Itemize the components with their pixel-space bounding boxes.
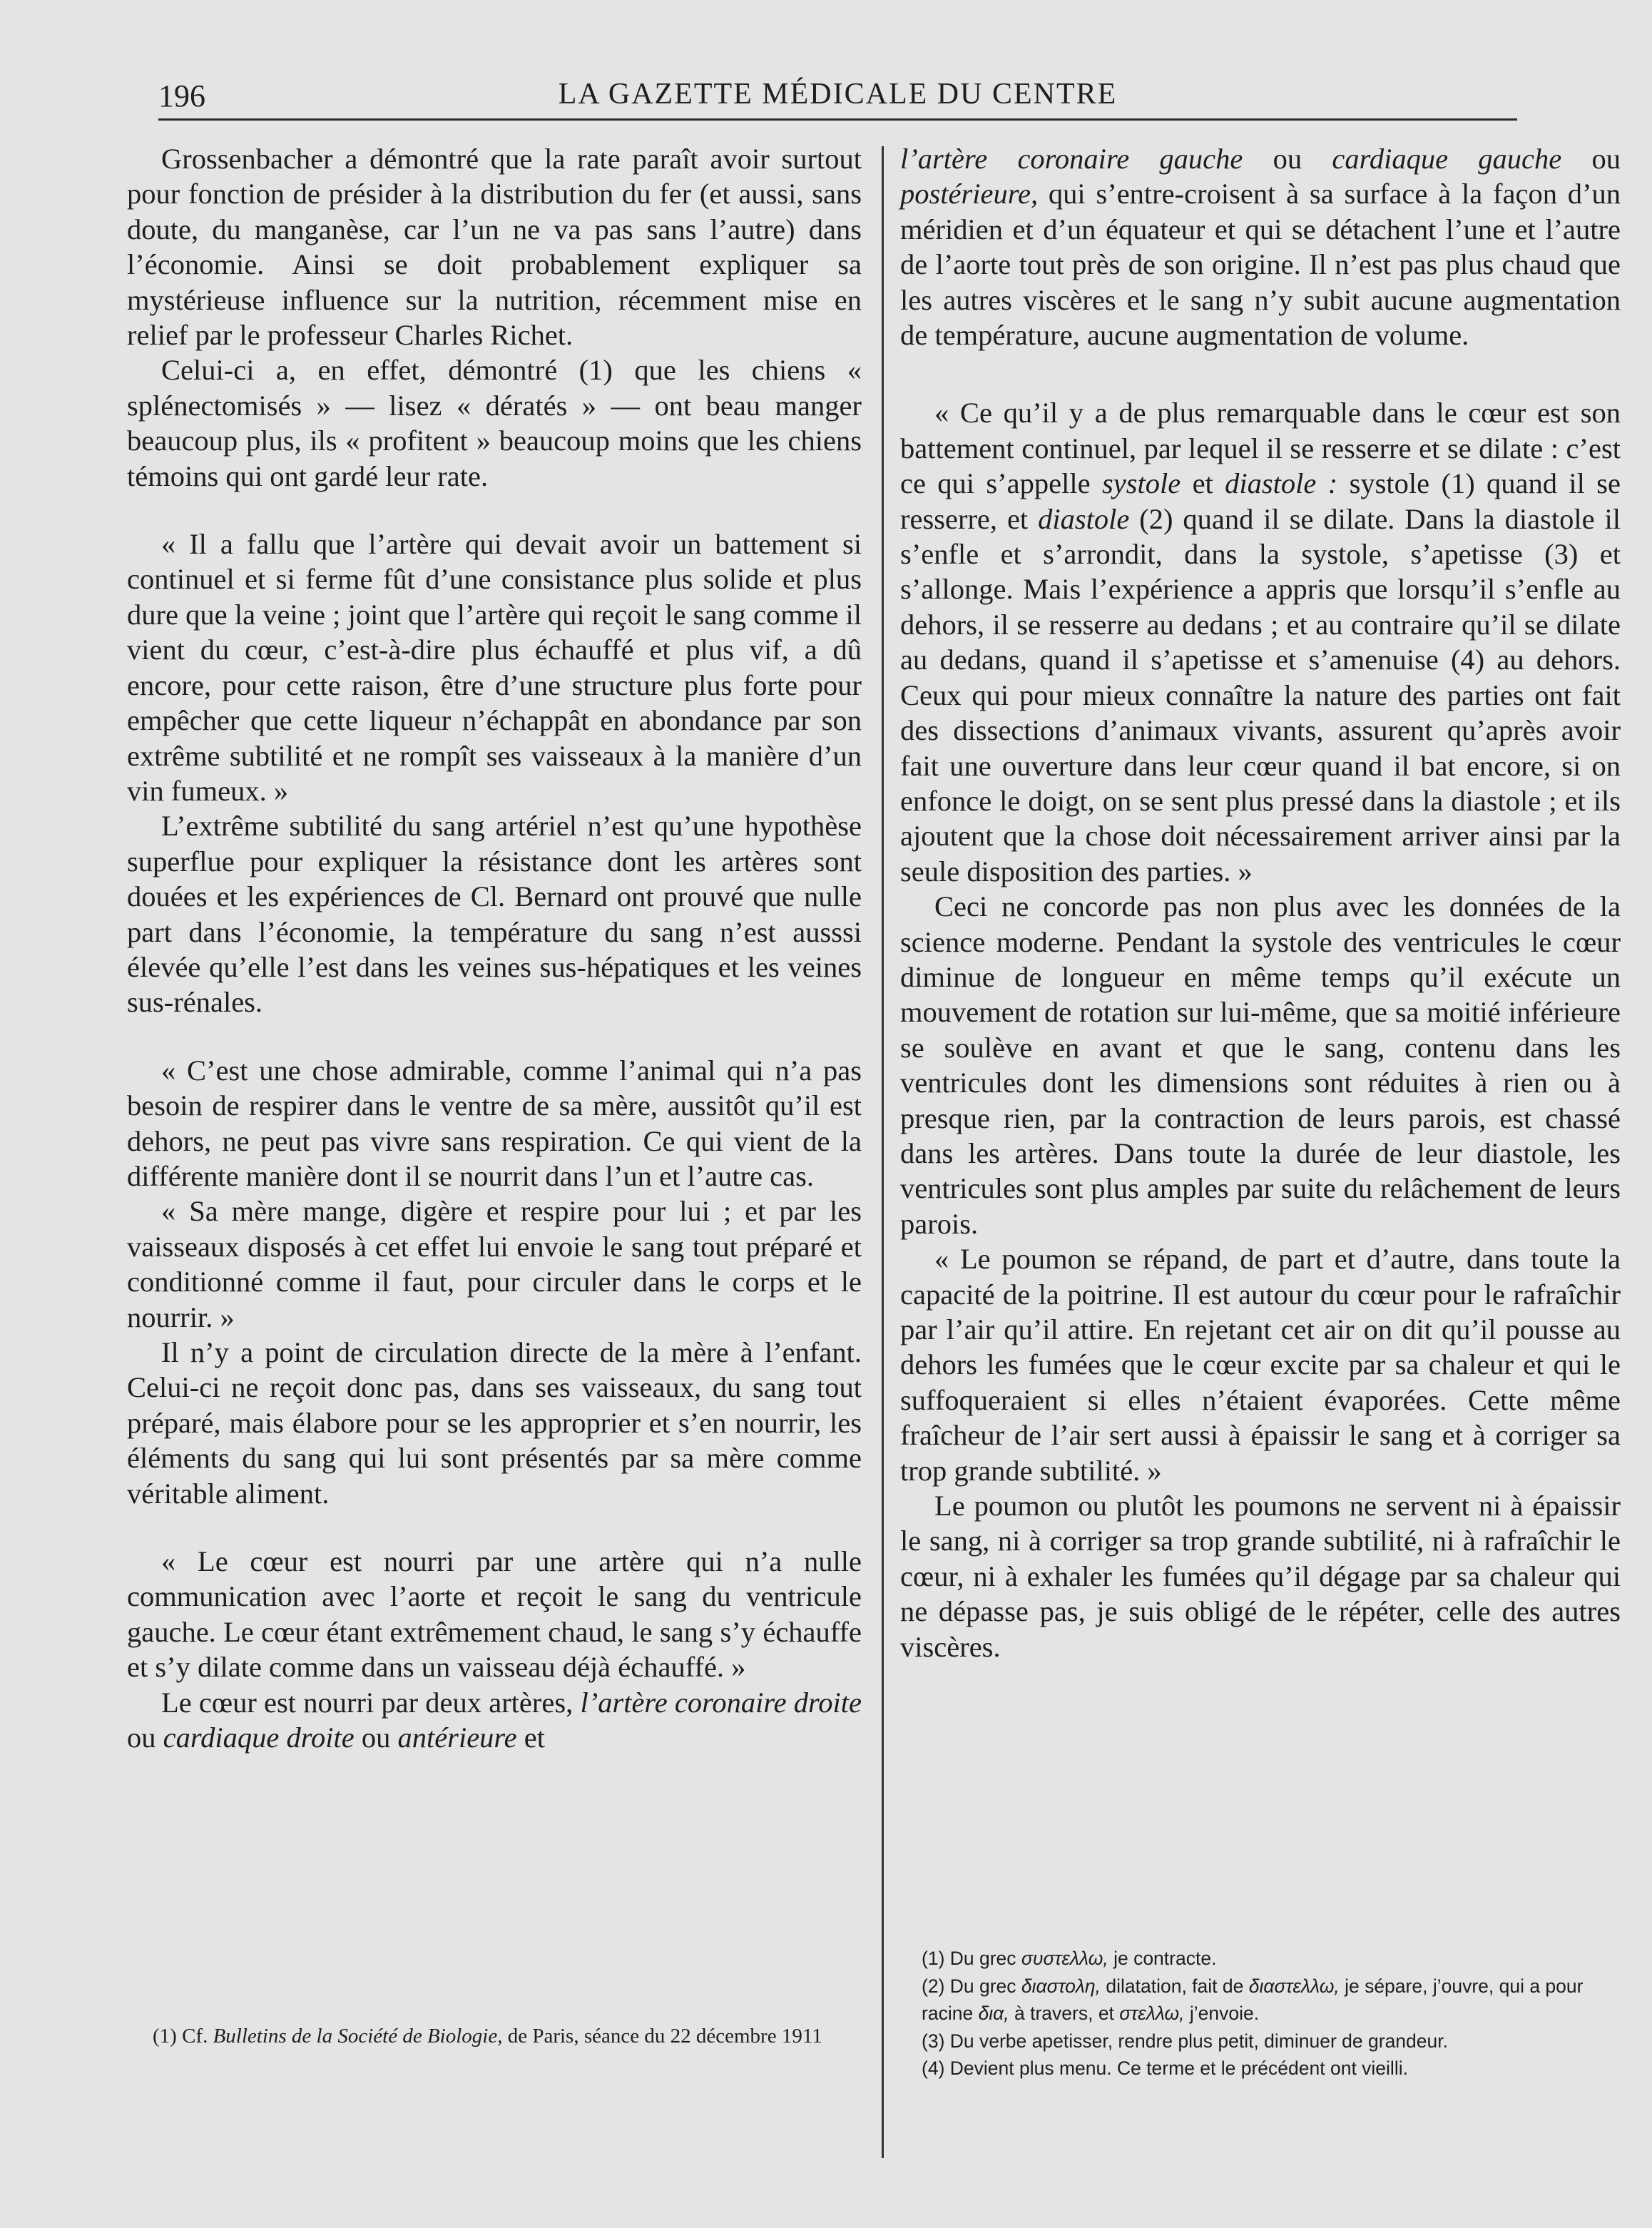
footnote: (4) Devient plus menu. Ce terme et le précédent ont vieilli. [922, 2057, 1408, 2079]
quote-paragraph: « C’est une chose admirable, comme l’animal qui n’a pas besoin de respirer dans le ventre de sa mère, aussitôt qu’il est dehors, ne peut pas vivre sans respiration. Ce qui vient de la différente manière dont il se nourrit dans l’un et l’autre cas. [127, 1054, 862, 1192]
footnote-text: (1) Du grec [922, 1948, 1021, 1969]
paragraph: Ceci ne concorde pas non plus avec les données de la science moderne. Pendant la systole des ventricules le cœur diminue de longueur en même temps qu’il exécute un mouvement de rotation sur lui-même, que sa moitié inférieure se soulève en avant et que le sang, contenu dans les ventricules dont les dimensions sont réduites à rien ou à presque rien, par la contraction de leurs parois, est chassé dans les artères. Dans toute la durée de leur diastole, les ventricules sont plus amples par suite du relâchement de leurs parois. [900, 890, 1621, 1240]
text-run: ou [354, 1721, 398, 1754]
footnote [922, 1973, 1613, 2028]
text-run: et [516, 1721, 546, 1754]
journal-title: LA GAZETTE MÉDICALE DU CENTRE [558, 78, 1118, 111]
italic-term: cardiaque droite [163, 1721, 355, 1754]
left-footnotes [127, 2023, 862, 2050]
italic-term: diastole [1038, 502, 1130, 535]
greek-word: δια, [978, 2003, 1009, 2024]
text-run: ou [1243, 143, 1332, 175]
greek-word: στελλω, [1119, 2003, 1185, 2024]
paragraph: Celui-ci a, en effet, démontré (1) que les chiens « splénectomisés » — lisez « dératés » — ont beau manger beaucoup plus, ils « profitent » beaucoup moins que les chiens témoins qui ont gardé leur rate. [127, 354, 862, 492]
quote-paragraph: « Le poumon se répand, de part et d’autre, dans toute la capacité de la poitrine. Il est autour du cœur pour le rafraîchir par l’air qu’il attire. En rejetant cet air on dit qu’il pousse au dehors les fumées que le cœur excite par sa chaleur et qui le suffoqueraient si elles n’étaient évaporées. Cette même fraîcheur de l’air sert aussi à épaissir le sang et à corriger sa trop grande subtilité. » [900, 1243, 1621, 1487]
italic-term: diastole : [1225, 467, 1338, 500]
paragraph [900, 141, 1621, 352]
italic-title: Bulletins de la Société de Biologie, [213, 2025, 503, 2048]
greek-word: διαστελλω, [1248, 1975, 1340, 1997]
quote-paragraph: « Sa mère mange, digère et respire pour lui ; et par les vaisseaux disposés à cet effet lui envoie le sang tout préparé et conditionné comme il faut, pour circuler dans le corps et le nourrir. » [127, 1195, 862, 1333]
footnote-text: de Paris, séance du 22 décembre 1911 [502, 2025, 822, 2048]
paragraph: L’extrême subtilité du sang artériel n’est qu’une hypothèse superflue pour expliquer la résistance dont les artères sont douées et les expériences de Cl. Bernard ont prouvé que nulle part dans l’économie, la température du sang n’est ausssi élevée qu’elle l’est dans les veines sus-hépatiques et les veines sus-rénales. [127, 810, 862, 1019]
footnote-text: je sépare, j’ouvre, qui a pour racine [922, 1975, 1584, 2024]
text-run: ou [127, 1721, 163, 1754]
italic-term: antérieure [397, 1721, 517, 1754]
paragraph [127, 1685, 862, 1756]
footnote-text: (2) Du grec [922, 1975, 1021, 1997]
text-run: qui s’entre-croisent à sa surface à la façon d’un méridien et d’un équateur et qui se détachent l’une et l’autre de l’aorte tout près de son origine. Il n’est pas plus chaud que les autres viscères et le sang n’y subit aucune augmentation de température, aucune augmentation de volume. [900, 178, 1621, 352]
left-column [127, 141, 862, 1755]
quote-paragraph: « Le cœur est nourri par une artère qui n’a nulle communication avec l’aorte et reçoit le sang du ventricule gauche. Le cœur étant extrêmement chaud, le sang s’y échauffe et s’y dilate comme dans un vaisseau déjà échauffé. » [127, 1545, 862, 1684]
greek-word: διαστολη, [1021, 1975, 1101, 1997]
greek-word: συστελλω, [1021, 1948, 1108, 1969]
italic-term: postérieure, [900, 178, 1039, 210]
italic-term: cardiaque gauche [1332, 143, 1562, 175]
running-head [158, 70, 1517, 114]
footnote-text: dilatation, fait de [1101, 1975, 1249, 1997]
footnote: (3) Du verbe apetisser, rendre plus petit, diminuer de grandeur. [922, 2030, 1448, 2052]
paragraph: Grossenbacher a démontré que la rate paraît avoir surtout pour fonction de présider à la distribution du fer (et aussi, sans doute, du manganèse, car l’un ne va pas sans l’autre) dans l’économie. Ainsi se doit probablement expliquer sa mystérieuse influence sur la nutrition, récemment mise en relief par le professeur Charles Richet. [127, 143, 862, 352]
italic-term: systole [1101, 467, 1181, 500]
italic-term: l’artère coronaire gauche [900, 143, 1243, 175]
footnote-text: je contracte. [1108, 1948, 1217, 1969]
quote-paragraph [900, 395, 1621, 889]
footnote-text: j’envoie. [1184, 2003, 1260, 2024]
right-footnotes [922, 1945, 1613, 2082]
paragraph: Il n’y a point de circulation directe de la mère à l’enfant. Celui-ci ne reçoit donc pas, dans ses vaisseaux, du sang tout préparé, mais élabore pour se les approprier et s’en nourrir, les éléments du sang qui lui sont présentés par sa mère comme véritable aliment. [127, 1336, 862, 1510]
text-run: Le cœur est nourri par deux artères, [161, 1686, 581, 1719]
right-column [900, 141, 1621, 1664]
text-run: systole (1) quand il se resserre, et [900, 467, 1621, 535]
footnote-text: à travers, et [1009, 2003, 1120, 2024]
quote-paragraph: « Il a fallu que l’artère qui devait avoir un battement si continuel et si ferme fût d’une consistance plus solide et plus dure que la veine ; joint que l’artère qui reçoit le sang comme il vient du cœur, c’est-à-dire plus échauffé et plus vif, a dû encore, pour cette raison, être d’une structure plus forte pour empêcher que cette liqueur n’échappât en abondance par son extrême subtilité et ne rompît ses vaisseaux à la manière d’un vin fumeux. » [127, 528, 862, 807]
paragraph: Le poumon ou plutôt les poumons ne servent ni à épaissir le sang, ni à corriger sa trop grande subtilité, ni à rafraîchir le cœur, ni à exhaler les fumées qu’il dégage par sa chaleur qui ne dépasse pas, je suis obligé de le répéter, celle des autres viscères. [900, 1490, 1621, 1663]
text-run: ou [1561, 143, 1621, 175]
footnote-text: (1) Cf. [153, 2025, 213, 2048]
footnote [922, 1945, 1613, 1973]
footnote [127, 2023, 862, 2050]
column-rule [882, 146, 884, 2158]
text-run: et [1181, 467, 1225, 500]
text-run: (2) quand il se dilate. Dans la diastole il s’enfle et s’arrondit, dans la systole, s’apetisse (3) et s’allonge. Mais l’expérience a appris que lorsqu’il s’enfle au dehors, il se resserre au dedans ; et au contraire qu’il se dilate au dedans, quand il s’apetisse et s’amenuise (4) au dehors. Ceux qui pour mieux connaître la nature des parties ont fait des dissections d’animaux vivants, assurent qu’après avoir fait une ouverture dans leur cœur quand il bat encore, si on enfonce le doigt, on se sent plus pressé dans la diastole ; et ils ajoutent que la chose doit nécessairement arriver ainsi par la seule disposition des parties. » [900, 502, 1621, 887]
italic-term: l’artère coronaire droite [580, 1686, 862, 1719]
text-run: « Ce qu’il y a de plus remarquable dans le cœur est son battement continuel, par lequel il se resserre et se dilate : c’est ce qui s’appelle [900, 397, 1621, 500]
header-rule [158, 118, 1517, 121]
page-number: 196 [158, 78, 205, 113]
